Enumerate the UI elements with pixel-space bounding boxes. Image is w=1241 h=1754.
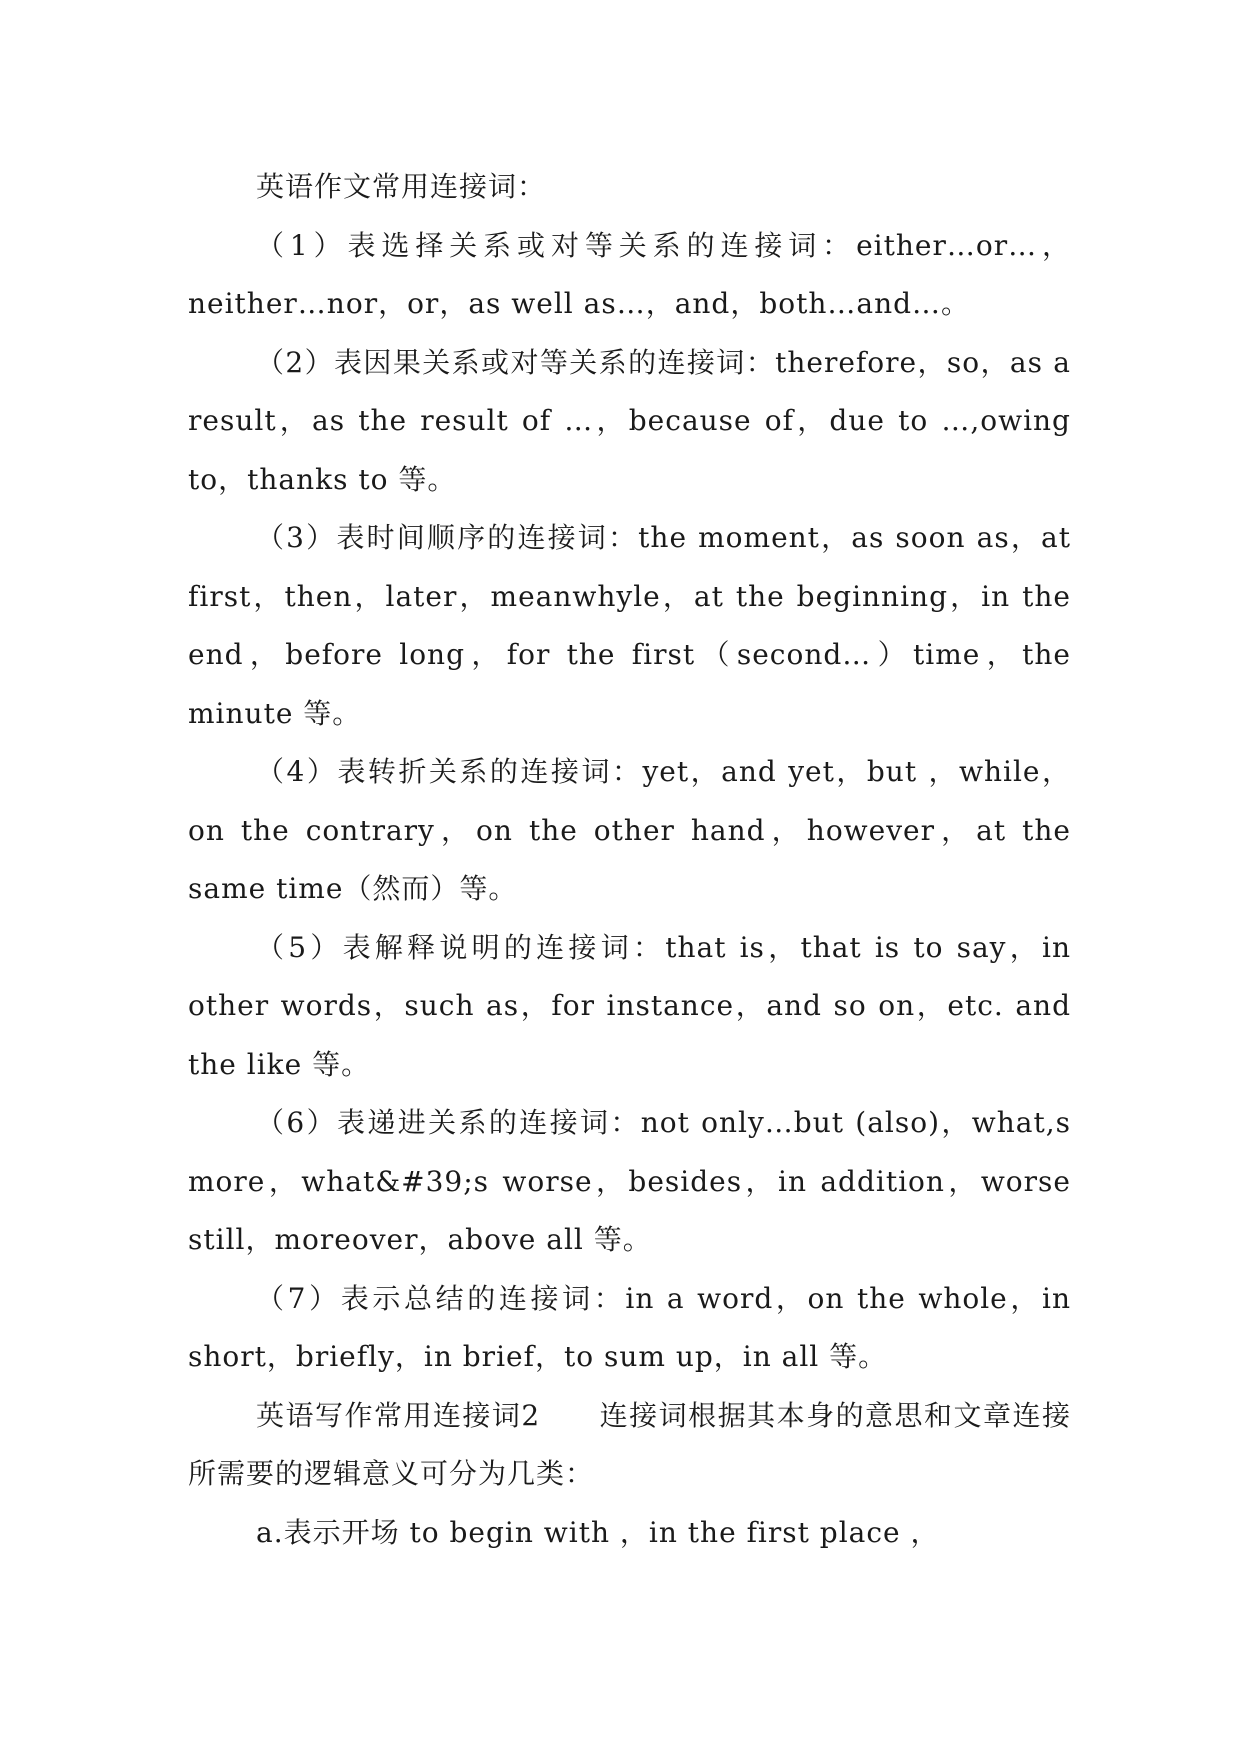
paragraph-time-order-connectives: （3）表时间顺序的连接词：the moment，as soon as，at first，then，later，meanwhyle，at the beginning，in the end，before long，for the first（second…）time，the minute 等。 bbox=[188, 521, 1071, 730]
paragraph-progression-connectives: （6）表递进关系的连接词：not only…but (also)，what,s more，what&#39;s worse，besides，in addition，worse still，moreover，above all 等。 bbox=[188, 1106, 1071, 1256]
paragraph-contrast-connectives: （4）表转折关系的连接词：yet，and yet，but ，while，on the contrary，on the other hand，however，at the same time（然而）等。 bbox=[188, 755, 1071, 905]
paragraph-cause-effect-connectives: （2）表因果关系或对等关系的连接词：therefore，so，as a result，as the result of …，because of，due to …,owing to，thanks to 等。 bbox=[188, 345, 1071, 496]
paragraph-summary-connectives: （7）表示总结的连接词：in a word，on the whole，in short，briefly，in brief，to sum up，in all 等。 bbox=[188, 1281, 1071, 1373]
paragraph-opening-connectives: a.表示开场 to begin with ，in the first place ， bbox=[256, 1515, 940, 1549]
document-body bbox=[188, 158, 1071, 1562]
paragraph-explanation-connectives: （5）表解释说明的连接词：that is，that is to say，in other words，such as，for instance，and so on，etc. and the like 等。 bbox=[188, 930, 1071, 1081]
section-heading: 英语作文常用连接词： bbox=[256, 170, 547, 203]
section-heading-2: 英语写作常用连接词2 连接词根据其本身的意思和文章连接所需要的逻辑意义可分为几类： bbox=[188, 1398, 1071, 1490]
paragraph-choice-connectives: （1）表选择关系或对等关系的连接词：either…or…，neither…nor，or，as well as…，and，both…and…。 bbox=[188, 228, 1071, 320]
